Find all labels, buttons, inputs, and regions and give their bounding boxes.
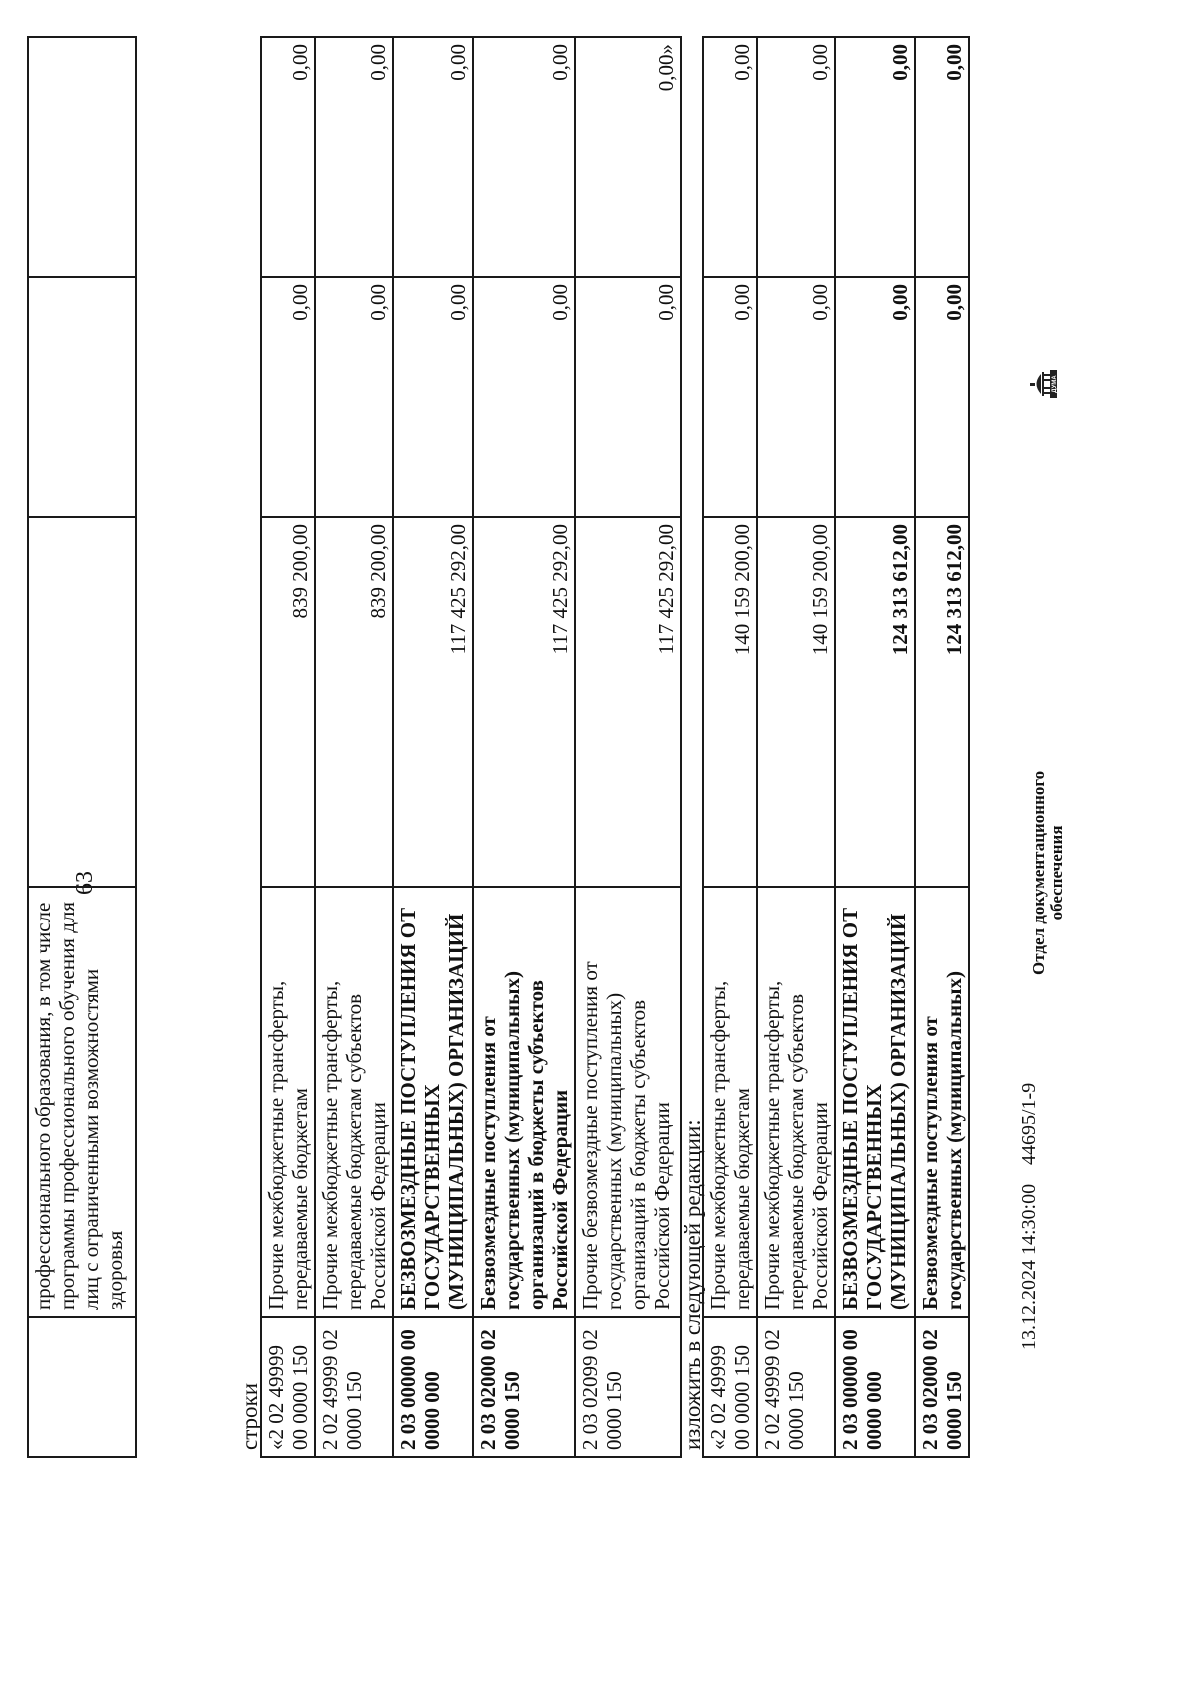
table-row [757,37,835,1457]
row-value-3: 0,00 [473,37,575,277]
row-value-3: 0,00 [393,37,473,277]
table-cell [28,517,136,887]
row-value-1: 839 200,00 [315,517,393,887]
row-value-1: 140 159 200,00 [757,517,835,887]
row-code: «2 02 49999 00 0000 150 [261,1317,315,1457]
row-value-1: 117 425 292,00 [393,517,473,887]
stamp-line-2: обеспечения [1047,825,1066,921]
row-code: 2 03 00000 00 0000 000 [835,1317,915,1457]
row-name: Безвозмездные поступления от государственных (муниципальных) [915,887,969,1317]
footer-doc-number: 44695/1-9 [1018,1082,1040,1165]
table-new-rows [702,36,970,1458]
row-value-2: 0,00 [261,277,315,517]
table-cell [28,37,136,277]
footer-datetime: 13.12.2024 14:30:00 [1018,1183,1040,1350]
label-stroki: строки [237,1382,262,1450]
row-code: 2 02 49999 02 0000 150 [315,1317,393,1457]
page-number: 63 [72,871,98,895]
table-row [915,37,969,1457]
row-name: БЕЗВОЗМЕЗДНЫЕ ПОСТУПЛЕНИЯ ОТ ГОСУДАРСТВЕННЫХ (МУНИЦИПАЛЬНЫХ) ОРГАНИЗАЦИЙ [393,887,473,1317]
row-value-1: 839 200,00 [261,517,315,887]
row-value-1: 117 425 292,00 [575,517,681,887]
row-value-2: 0,00 [835,277,915,517]
row-code: «2 02 49999 00 0000 150 [703,1317,757,1457]
table-cell-text: профессионального образования, в том числе программы профессионального обучения для лиц с ограниченными возможностями здоровья [28,887,136,1317]
row-value-3: 0,00 [703,37,757,277]
row-code: 2 02 49999 02 0000 150 [757,1317,835,1457]
row-code: 2 03 02099 02 0000 150 [575,1317,681,1457]
row-name: Прочие межбюджетные трансферты, передаваемые бюджетам субъектов Российской Федерации [757,887,835,1317]
stamp-line-1: Отдел документационного [1029,770,1048,975]
table-row [393,37,473,1457]
table-continuation [27,36,137,1458]
row-value-2: 0,00 [703,277,757,517]
row-value-3: 0,00 [315,37,393,277]
row-name: БЕЗВОЗМЕЗДНЫЕ ПОСТУПЛЕНИЯ ОТ ГОСУДАРСТВЕННЫХ (МУНИЦИПАЛЬНЫХ) ОРГАНИЗАЦИЙ [835,887,915,1317]
row-value-3: 0,00 [261,37,315,277]
row-value-2: 0,00 [473,277,575,517]
row-name: Прочие межбюджетные трансферты, передаваемые бюджетам [703,887,757,1317]
table-cell [28,277,136,517]
duma-logo-icon [1030,368,1058,400]
row-value-2: 0,00 [757,277,835,517]
table-row [261,37,315,1457]
label-edit: изложить в следующей редакции: [680,1119,705,1450]
row-value-2: 0,00 [315,277,393,517]
row-value-1: 124 313 612,00 [915,517,969,887]
table-row [315,37,393,1457]
table-row [575,37,681,1457]
department-stamp [1030,771,1066,975]
row-value-2: 0,00 [393,277,473,517]
row-code: 2 03 02000 02 0000 150 [473,1317,575,1457]
row-value-1: 140 159 200,00 [703,517,757,887]
row-value-2: 0,00 [575,277,681,517]
row-name: Прочие безвозмездные поступления от государственных (муниципальных) организаций в бюджеты субъектов Российской Федерации [575,887,681,1317]
row-name: Безвозмездные поступления от государственных (муниципальных) организаций в бюджеты субъектов Российской Федерации [473,887,575,1317]
row-code: 2 03 02000 02 0000 150 [915,1317,969,1457]
row-value-3: 0,00 [835,37,915,277]
row-value-3: 0,00 [915,37,969,277]
row-value-3: 0,00 [757,37,835,277]
row-name: Прочие межбюджетные трансферты, передаваемые бюджетам [261,887,315,1317]
table-cell [28,1317,136,1457]
table-old-rows [260,36,682,1458]
row-code: 2 03 00000 00 0000 000 [393,1317,473,1457]
table-row [835,37,915,1457]
row-value-3: 0,00» [575,37,681,277]
row-name: Прочие межбюджетные трансферты, передаваемые бюджетам субъектов Российской Федерации [315,887,393,1317]
logo-text: ДУМА [1052,375,1058,393]
table-row [703,37,757,1457]
table-row [473,37,575,1457]
row-value-1: 117 425 292,00 [473,517,575,887]
row-value-1: 124 313 612,00 [835,517,915,887]
row-value-2: 0,00 [915,277,969,517]
